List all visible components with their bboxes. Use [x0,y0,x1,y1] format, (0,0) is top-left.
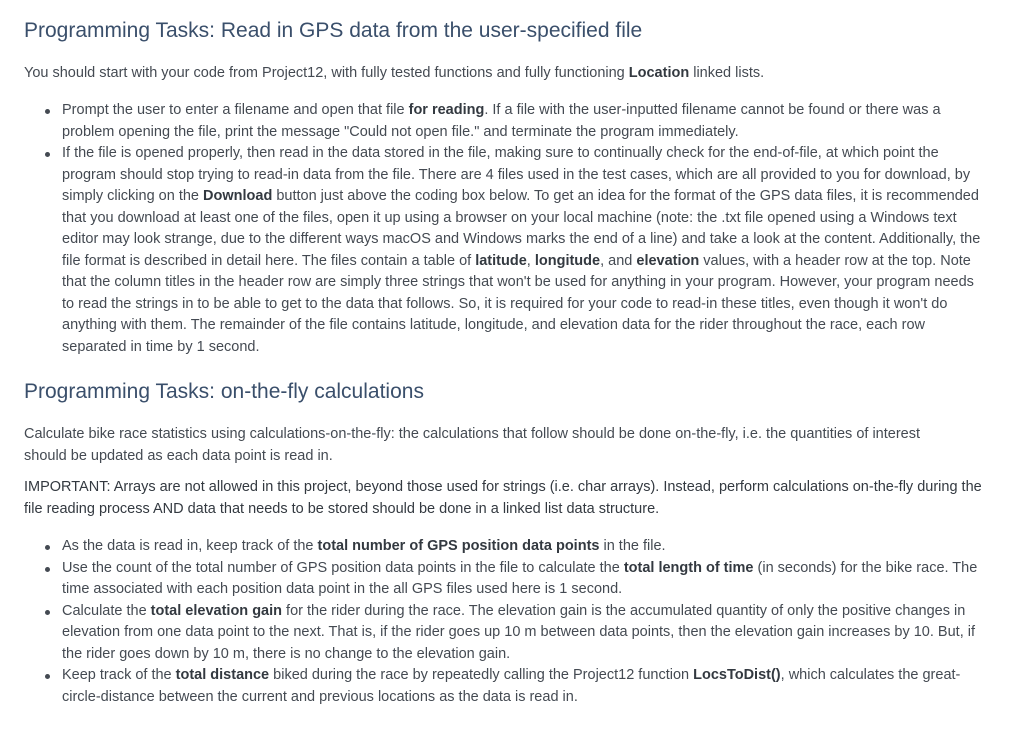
list-item-text: for the rider during the race. The elevation gain is the accumulated quantity of only the positive changes in elevation from one data point to the next. That is, if the rider goes up 10 m between data points, then the elevation gain increases by 10. But, if the rider goes down by 10 m, there is no change to the elevation gain. [62,602,975,662]
list-item-text: Keep track of the [62,667,176,683]
list-item-text: Use the count of the total number of GPS position data points in the file to calculate the [62,559,624,576]
list-item-total-distance [24,665,984,708]
list-item-bold: LocsToDist() [693,667,781,683]
section-heading-read-gps: Programming Tasks: Read in GPS data from the user-specified file [24,19,643,42]
list-item-bold: Download [203,188,273,204]
list-item-text: Prompt the user to enter a filename and open that file [62,102,409,118]
list-item-bold: total elevation gain [150,602,283,619]
calculation-tasks-list [24,536,984,708]
list-item-text: , and [600,252,637,269]
list-item-bold: latitude [475,252,527,269]
list-item-total-points [24,536,984,558]
intro-text: You should start with your code from Project12, with fully tested functions and fully functioning [24,65,629,81]
list-item-elevation-gain [24,601,984,666]
intro-paragraph [24,63,984,85]
list-item-total-time [24,558,984,601]
list-item-bold: for reading [408,102,485,118]
list-item-text: (in seconds) for the bike race. The time associated with each position data point in the all GPS files used here is 1 second. [62,559,978,597]
list-item-bold: longitude [534,252,601,269]
list-item-text: As the data is read in, keep track of the [62,538,318,554]
section-heading-calculations: Programming Tasks: on-the-fly calculations [24,380,424,403]
list-item-text: biked during the race by repeatedly calling the Project12 function [269,667,694,683]
list-item-bold: elevation [636,252,700,269]
list-item-text: values, with a header row at the top. Note that the column titles in the header row are simply three strings that won't be used for anything in your program. However, your program needs to read the strings in to be able to get to the data that follows. So, it is required for your code to read-in these titles, even though it won't do anything with them. The remainder of the file contains latitude, longitude, and elevation data for the rider throughout the race, each row separated in time by 1 second. [62,252,974,355]
important-note: IMPORTANT: Arrays are not allowed in this project, beyond those used for strings (i.e. char arrays). Instead, perform calculations on-the-fly during the file reading process AND data that needs to be stored should be done in a linked list data structure. [24,479,982,517]
intro-bold-location: Location [628,65,690,81]
list-item-text: button just above the coding box below. To get an idea for the format of the GPS data files, it is recommended that you download at least one of the files, open it up using a browser on your local machine (note: the .txt file opened using a Windows text editor may look strange, due to the different ways macOS and Windows marks the end of a line) and take a look at the content. Additionally, the file format is described in detail here. The files contain a table of [62,188,981,269]
list-item-bold: total number of GPS position data points [317,538,600,554]
list-item-bold: total length of time [623,559,754,576]
list-item-text: If the file is opened properly, then read in the data stored in the file, making sure to continually check for the end-of-file, at which point the program should stop trying to read-in data from the file. There are 4 files used in the test cases, which are all provided to you for download, by simply clicking on the [62,145,971,204]
intro-text-end: linked lists. [689,65,765,81]
list-item-text: , [526,252,535,269]
calculations-intro-paragraph: Calculate bike race statistics using calculations-on-the-fly: the calculations that follow should be done on-the-fly, i.e. the quantities of interest should be updated as each data point is read in. [24,426,920,464]
list-item-text: in the file. [599,538,666,554]
list-item-text: . If a file with the user-inputted filename cannot be found or there was a problem opening the file, print the message "Could not open file." and terminate the program immediately. [62,102,941,140]
list-item-text: Calculate the [62,602,151,619]
list-item-text: , which calculates the great-circle-distance between the current and previous locations as the data is read in. [62,667,961,705]
list-item-read-data [24,143,984,358]
read-tasks-list [24,100,984,358]
list-item-bold: total distance [175,667,270,683]
list-item-prompt-user [24,100,984,143]
